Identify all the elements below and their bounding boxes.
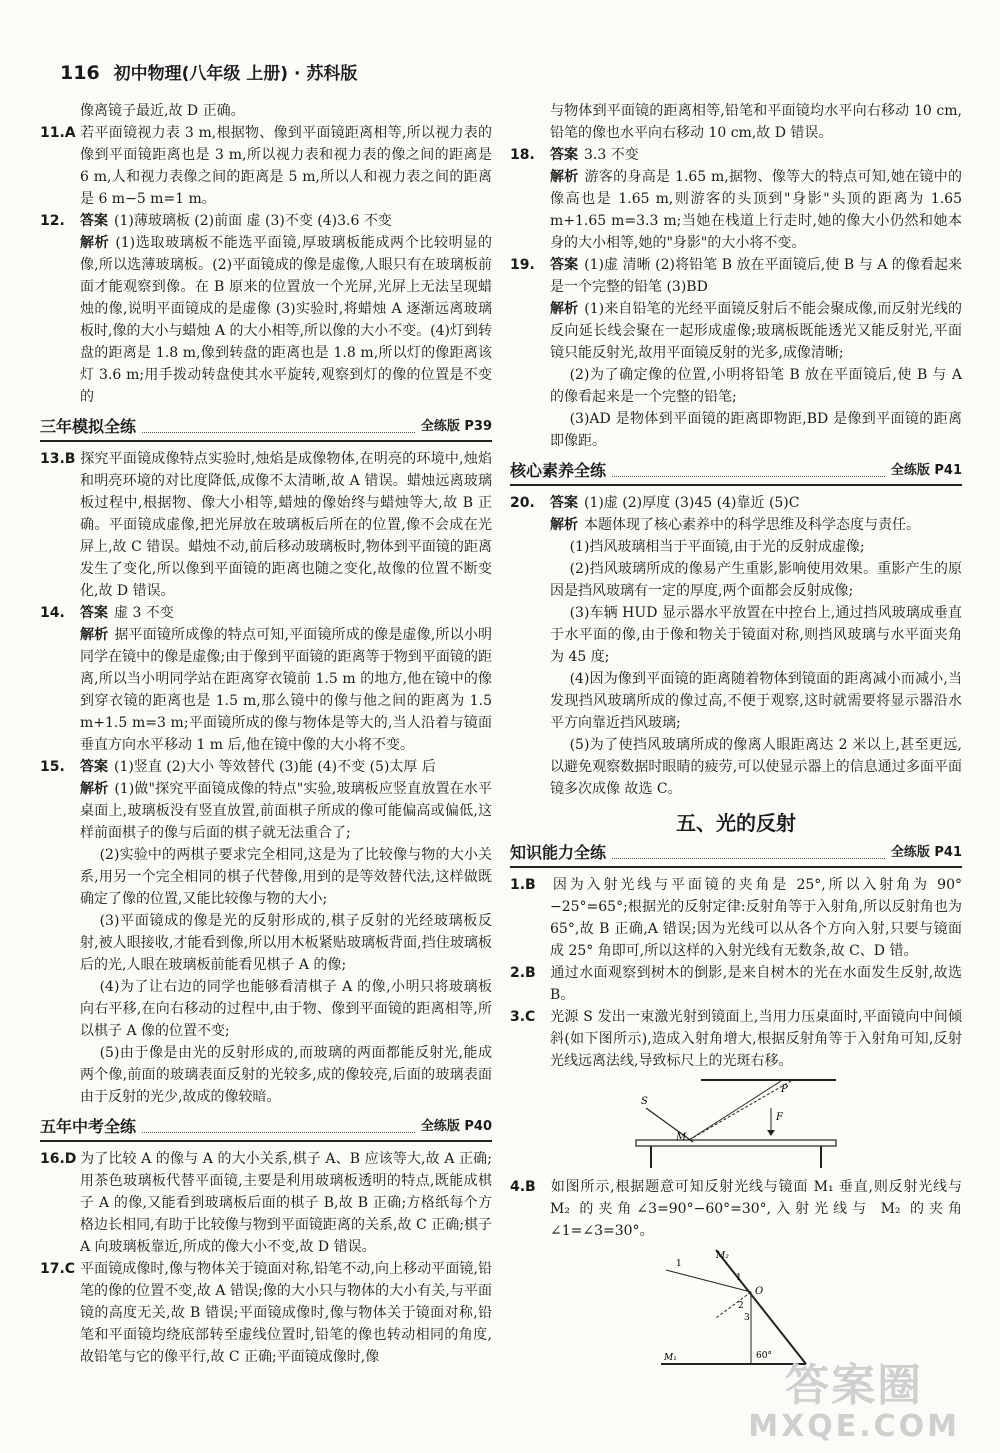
label-60: 60° [756, 1351, 772, 1361]
question-12-analysis: 解析 (1)选取玻璃板不能选平面镜,厚玻璃板能成两个比较明显的像,所以选薄玻璃板。(2)平面镜成的像是虚像,人眼只有在玻璃板前面才能观察到像。在 B 原来的位置放一个光屏,光屏上无法呈现蜡烛的像,说明平面镜成的是虚像 (3)实验时,将蜡烛 A 逐渐远离玻璃板时,像的大小与蜡烛 A 的大小相等,所以像的大小不变。(4)灯到转盘的距离是 1.8 m,像到转盘的距离也是 1.8 m,所以灯的像距离该灯 3.6 m;用手拨动转盘使其水平旋转,观察到灯的像的位置是不变的 [80, 235, 492, 405]
question-19-analysis-3: (3)AD 是物体到平面镜的距离即物距,BD 是像到平面镜的距离即像距。 [550, 411, 962, 449]
right-column [510, 100, 962, 1374]
question-15-analysis-3: (3)平面镜成的像是光的反射形成的,棋子反射的光经玻璃板反射,被人眼接收,才能看到像,所以用木板紧贴玻璃板背面,挡住玻璃板后的光,人眼在玻璃板前能看见棋子 A 的像; [80, 913, 492, 973]
label-f: F [776, 1112, 783, 1123]
q10-tail: 像离镜子最近,故 D 正确。 [80, 103, 245, 119]
label-s: S [641, 1096, 648, 1107]
question-20-analysis-1: (1)挡风玻璃相当于平面镜,由于光的反射成虚像; [569, 539, 865, 555]
label-m1: M₁ [664, 1353, 677, 1363]
angle-label-2: 2 [738, 1301, 744, 1311]
section-header-wunian: 五年中考全练 全练版 P40 [40, 1116, 492, 1142]
label-o: O [755, 1286, 764, 1297]
question-14-answer: 14. 答案 虚 3 不变 [40, 605, 174, 621]
question-17: 17.C 平面镜成像时,像与物体关于镜面对称,铅笔不动,向上移动平面镜,铅笔的像的位置不变,故 A 错误;像的大小只与物体的大小有关,与平面镜的高度无关,故 B 错误;平面镜成像时,像与物体关于镜面对称,铅笔和平面镜均绕底部转至虚线位置时,铅笔的像也转动相同的角度,故铅笔与它的像平行,故 C 正确;平面镜成像时,像 [40, 1261, 492, 1365]
watermark-url: MXQE.COM [748, 1409, 960, 1444]
chapter-title: 五、光的反射 [676, 811, 796, 835]
page-header [60, 62, 357, 92]
section-header-sannian: 三年模拟全练 全练版 P39 [40, 416, 492, 442]
question-18-analysis: 解析 游客的身高是 1.65 m,据物、像等大的特点可知,她在镜中的像高也是 1.65 m,则游客的头顶到"身影"头顶的距离为 1.65 m+1.65 m=3.3 m;当她在栈道上行走时,她的像大小仍然和她本身的大小相等,她的"身影"的大小将不变。 [550, 169, 963, 251]
reflected-ray-2 [689, 1081, 791, 1140]
question-19-answer: 19. 答案 (1)虚 清晰 (2)将铅笔 B 放在平面镜后,使 B 与 A 的像看起来是一个完整的铅笔 (3)BD [510, 257, 962, 295]
question-20-analysis-3: (3)车辆 HUD 显示器水平放置在中控台上,通过挡风玻璃成垂直于水平面的像,由于像和物关于镜面对称,则挡风玻璃与水平面夹角为 45 度; [550, 605, 962, 665]
angle-label-3: 3 [744, 1313, 750, 1323]
question-13: 13.B 探究平面镜成像特点实验时,烛焰是成像物体,在明亮的环境中,烛焰和明亮环境的对比度降低,成像不太清晰,故 A 错误。蜡烛远离玻璃板过程中,根据物、像大小相等,蜡烛的像始终与蜡烛等大,故 B 正确。平面镜成虚像,把光屏放在玻璃板后所在的位置,像不会成在光屏上,故 C 错误。蜡烛不动,前后移动玻璃板时,物体到平面镜的距离发生了变化,所以像到平面镜的距离也随之变化,故像的位置不断变化,故 D 错误。 [40, 451, 492, 599]
two-mirror-figure [656, 1248, 816, 1368]
question-20-answer: 20. 答案 (1)虚 (2)厚度 (3)45 (4)靠近 (5)C [510, 495, 800, 511]
question-15-analysis-5: (5)由于像是由光的反射形成的,而玻璃的两面都能反射光,能成两个像,前面的玻璃表面反射的光较多,成的像较亮,后面的玻璃表面由于反射的光少,故成的像较暗。 [80, 1045, 492, 1105]
question-15-analysis-1: 解析 (1)做"探究平面镜成像的特点"实验,玻璃板应竖直放置在水平桌面上,玻璃板没有竖直放置,前面棋子所成的像可能偏高或偏低,这样前面棋子的像与后面的棋子就无法重合了; [80, 781, 492, 841]
table-top [636, 1140, 836, 1146]
question-15-answer: 15. 答案 (1)竖直 (2)大小 等效替代 (3)能 (4)不变 (5)太厚 后 [40, 759, 436, 775]
question-20-analysis-4: (4)因为像到平面镜的距离随着物体到镜面的距离减小而减小,当发现挡风玻璃所成的像过高,不便于观察,这时就需要将显示器沿水平方向靠近挡风玻璃; [550, 671, 962, 731]
section-header-zhishi: 知识能力全练 全练版 P41 [510, 842, 962, 868]
reflected-ray-1 [689, 1081, 781, 1140]
force-arrowhead [767, 1130, 775, 1136]
question-15-analysis-2: (2)实验中的两棋子要求完全相同,这是为了比较像与物的大小关系,用另一个完全相同的棋子代替像,用到的是等效替代法,这样做既确定了像的位置,又能比较像与物的大小; [80, 847, 492, 907]
knowledge-question-2: 2.B 通过水面观察到树木的倒影,是来自树木的光在水面发生反射,故选 B。 [510, 965, 962, 1003]
angle-label-1: 1 [676, 1259, 682, 1269]
label-m: M [676, 1132, 687, 1143]
knowledge-question-3: 3.C 光源 S 发出一束激光射到镜面上,当用力压桌面时,平面镜向中间倾斜(如下图所示),造成入射角增大,根据反射角等于入射角可知,反射光线远离法线,导致标尺上的光斑右移。 [510, 1009, 962, 1069]
question-12-answer: 12. 答案 (1)薄玻璃板 (2)前面 虚 (3)不变 (4)3.6 不变 [40, 213, 392, 229]
question-18-answer: 18. 答案 3.3 不变 [510, 147, 639, 163]
knowledge-question-4: 4.B 如图所示,根据题意可知反射光线与镜面 M₁ 垂直,则反射光线与 M₂ 的夹角∠3=90°−60°=30°,入射光线与 M₂ 的夹角∠1=∠3=30°。 [510, 1179, 962, 1239]
question-20-analysis-0: 解析 本题体现了核心素养中的科学思维及科学态度与责任。 [550, 517, 920, 533]
page-number: 116 [60, 62, 100, 84]
question-14-analysis: 解析 据平面镜所成像的特点可知,平面镜所成的像是虚像,所以小明同学在镜中的像是虚像;由于像到平面镜的距离等于物到平面镜的距离,所以当小明同学站在距离穿衣镜前 1.5 m 的地方,他在镜中的像到穿衣镜的距离也是 1.5 m,那么镜中的像与他之间的距离为 1.5 m+1.5 m=3 m;平面镜所成的像与物体是等大的,当人沿着与镜面垂直方向水平移动 1 m 后,他在镜中像的大小将不变。 [80, 627, 493, 753]
question-20-analysis-5: (5)为了使挡风玻璃所成的像离人眼距离达 2 米以上,甚至更远,以避免观察数据时眼睛的疲劳,可以使显示器上的信息通过多面平面镜多次成像 故选 C。 [550, 737, 962, 797]
book-title: 初中物理(八年级 上册) · 苏科版 [113, 64, 358, 84]
mirror-m2 [716, 1250, 806, 1364]
section-header-hexin: 核心素养全练 全练版 P41 [510, 460, 962, 486]
left-column [40, 100, 492, 1368]
question-20-analysis-2: (2)挡风玻璃所成的像易产生重影,影响使用效果。重影产生的原因是挡风玻璃有一定的厚度,两个面都会反射成像; [550, 561, 962, 599]
question-19-analysis-2: (2)为了确定像的位置,小明将铅笔 B 放在平面镜后,使 B 与 A 的像看起来是一个完整的铅笔; [550, 367, 962, 405]
question-15-analysis-4: (4)为了让右边的同学也能够看清棋子 A 的像,小明只将玻璃板向右平移,在向右移动的过程中,由于物、像到平面镜的距离相等,所以棋子 A 像的位置不变; [80, 979, 492, 1039]
angle-label-1b: 1 [736, 1273, 742, 1283]
watermark [748, 1359, 960, 1444]
laser-table-figure [631, 1078, 841, 1170]
watermark-cn: 答案圈 [785, 1359, 924, 1411]
question-11: 11.A 若平面镜视力表 3 m,根据物、像到平面镜距离相等,所以视力表的像到平面镜距离也是 3 m,所以视力表和视力表的像之间的距离是 6 m,人和视力表像之间的距离是 5 m,所以人和视力表之间的距离是 6 m−5 m=1 m。 [40, 125, 492, 207]
label-p: P [781, 1084, 788, 1095]
label-m2: M₂ [716, 1251, 729, 1261]
q17-tail: 与物体到平面镜的距离相等,铅笔和平面镜均水平向右移动 10 cm,铅笔的像也水平向右移动 10 cm,故 D 错误。 [550, 103, 962, 141]
question-16: 16.D 为了比较 A 的像与 A 的大小关系,棋子 A、B 应该等大,故 A 正确;用茶色玻璃板代替平面镜,主要是利用玻璃板透明的特点,既能成棋子 A 的像,又能看到玻璃板后面的棋子 B,故 B 正确;方格纸每个方格边长相同,有助于比较像与物到平面镜距离的关系,故 C 正确;棋子 A 向玻璃板靠近,所成的像大小不变,故 D 错误。 [40, 1151, 492, 1255]
knowledge-question-1: 1.B 因为入射光线与平面镜的夹角是 25°,所以入射角为 90°−25°=65°;根据光的反射定律:反射角等于入射角,所以反射角也为 65°,故 B 正确,A 错误;因为光线可以从各个方向入射,只要与镜面成 25° 角即可,所以这样的入射光线有无数条,故 C、D 错。 [510, 877, 962, 959]
question-19-analysis-1: 解析 (1)来自铅笔的光经平面镜反射后不能会聚成像,而反射光线的反向延长线会聚在一起形成虚像;玻璃板既能透光又能反射光,平面镜只能反射光,故用平面镜反射的光多,成像清晰; [550, 301, 962, 361]
